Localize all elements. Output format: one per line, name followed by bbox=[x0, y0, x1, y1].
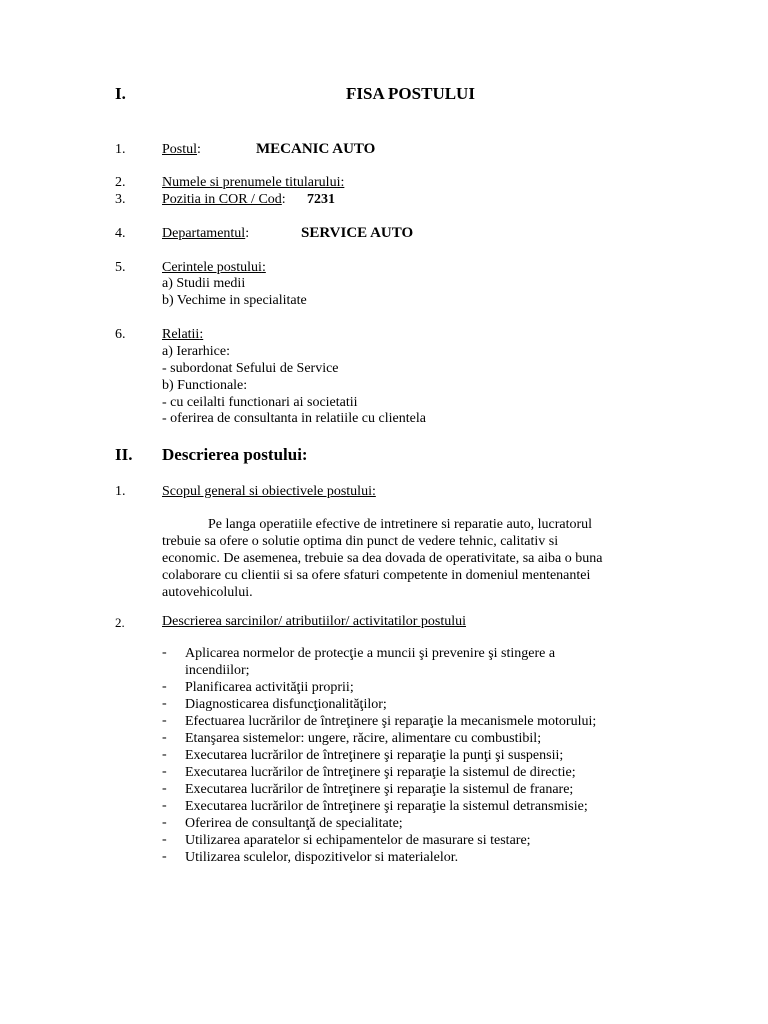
item-number: 3. bbox=[115, 192, 126, 207]
rel-label-colon: : bbox=[199, 327, 204, 342]
item-number: 6. bbox=[115, 327, 126, 342]
cor-label-text: Pozitia in COR / Cod bbox=[162, 192, 282, 207]
rel-label-text: Relatii bbox=[162, 327, 200, 342]
task-item-continuation: incendiilor; bbox=[185, 663, 250, 678]
bullet-dash: - bbox=[162, 679, 167, 694]
cor-value: 7231 bbox=[307, 192, 335, 207]
name-label bbox=[162, 175, 344, 191]
task-item: Oferirea de consultanţă de specialitate; bbox=[185, 816, 403, 831]
scope-line: trebuie sa ofere o solutie optima din punct de vedere tehnic, calitativ si bbox=[162, 534, 559, 549]
task-item: Diagnosticarea disfuncţionalităţilor; bbox=[185, 697, 387, 712]
document-title: FISA POSTULUI bbox=[346, 84, 475, 103]
scope-line: colaborare cu clientii si sa ofere sfaturi competente in domeniul mentenantei bbox=[162, 568, 591, 583]
task-item: Aplicarea normelor de protecţie a muncii şi prevenire şi stingere a bbox=[185, 646, 556, 661]
task-item: Efectuarea lucrărilor de întreţinere şi reparaţie la mecanismele motorului; bbox=[185, 714, 597, 729]
dept-value: SERVICE AUTO bbox=[301, 225, 414, 241]
req-label-text: Cerintele postului bbox=[162, 260, 262, 275]
item-number: 4. bbox=[115, 226, 126, 241]
section-2-numeral: II. bbox=[115, 445, 133, 464]
post-value: MECANIC AUTO bbox=[256, 141, 376, 157]
rel-line: - cu ceilalti functionari ai societatii bbox=[162, 395, 358, 410]
bullet-dash: - bbox=[162, 849, 167, 864]
req-label bbox=[162, 260, 266, 276]
section-1-numeral: I. bbox=[115, 84, 126, 103]
task-item: Executarea lucrărilor de întreţinere şi reparaţie la punţi şi suspensii; bbox=[185, 748, 564, 763]
item-number: 5. bbox=[115, 260, 126, 275]
cor-label bbox=[162, 192, 286, 208]
bullet-dash: - bbox=[162, 747, 167, 762]
dept-label bbox=[162, 226, 249, 242]
rel-line: a) Ierarhice: bbox=[162, 344, 230, 359]
bullet-dash: - bbox=[162, 832, 167, 847]
req-line: a) Studii medii bbox=[162, 276, 246, 291]
bullet-dash: - bbox=[162, 696, 167, 711]
rel-line: - oferirea de consultanta in relatiile cu clientela bbox=[162, 411, 426, 426]
post-label-colon: : bbox=[197, 142, 201, 157]
bullet-dash: - bbox=[162, 764, 167, 779]
bullet-dash: - bbox=[162, 781, 167, 796]
item-number: 1. bbox=[115, 484, 126, 499]
bullet-dash: - bbox=[162, 730, 167, 745]
cor-label-colon: : bbox=[281, 192, 286, 207]
post-label-text: Postul bbox=[162, 142, 198, 157]
rel-label bbox=[162, 327, 203, 343]
post-label bbox=[162, 142, 201, 158]
item-number: 2. bbox=[115, 175, 126, 190]
bullet-dash: - bbox=[162, 713, 167, 728]
name-label-text: Numele si prenumele titularului bbox=[162, 175, 341, 190]
dept-label-text: Departamentul bbox=[162, 226, 246, 241]
bullet-dash: - bbox=[162, 815, 167, 830]
task-item: Executarea lucrărilor de întreţinere şi reparaţie la sistemul de directie; bbox=[185, 765, 576, 780]
name-label-colon: : bbox=[340, 175, 345, 190]
task-item: Executarea lucrărilor de întreţinere şi reparaţie la sistemul de franare; bbox=[185, 782, 574, 797]
dept-label-colon: : bbox=[245, 226, 250, 241]
bullet-dash: - bbox=[162, 798, 167, 813]
req-label-colon: : bbox=[261, 260, 266, 275]
task-item: Etanşarea sistemelor: ungere, răcire, alimentare cu combustibil; bbox=[185, 731, 542, 746]
scope-line: Pe langa operatiile efective de intretinere si reparatie auto, lucratorul bbox=[208, 517, 593, 532]
scope-label: Scopul general si obiectivele postului: bbox=[162, 484, 376, 499]
task-item: Planificarea activităţii proprii; bbox=[185, 680, 354, 695]
task-item: Utilizarea sculelor, dispozitivelor si materialelor. bbox=[185, 850, 459, 865]
task-item: Executarea lucrărilor de întreţinere şi reparaţie la sistemul detransmisie; bbox=[185, 799, 588, 814]
req-line: b) Vechime in specialitate bbox=[162, 293, 307, 308]
task-item: Utilizarea aparatelor si echipamentelor de masurare si testare; bbox=[185, 833, 531, 848]
rel-line: - subordonat Sefului de Service bbox=[162, 361, 339, 376]
bullet-dash: - bbox=[162, 645, 167, 660]
item-number: 2. bbox=[115, 615, 125, 630]
rel-line: b) Functionale: bbox=[162, 378, 248, 393]
section-2-title: Descrierea postului: bbox=[162, 445, 308, 464]
scope-line: autovehicolului. bbox=[162, 585, 253, 600]
item-number: 1. bbox=[115, 142, 126, 157]
scope-line: economic. De asemenea, trebuie sa dea dovada de operativitate, sa aiba o buna bbox=[162, 551, 603, 566]
tasks-label: Descrierea sarcinilor/ atributiilor/ activitatilor postului bbox=[162, 614, 467, 629]
